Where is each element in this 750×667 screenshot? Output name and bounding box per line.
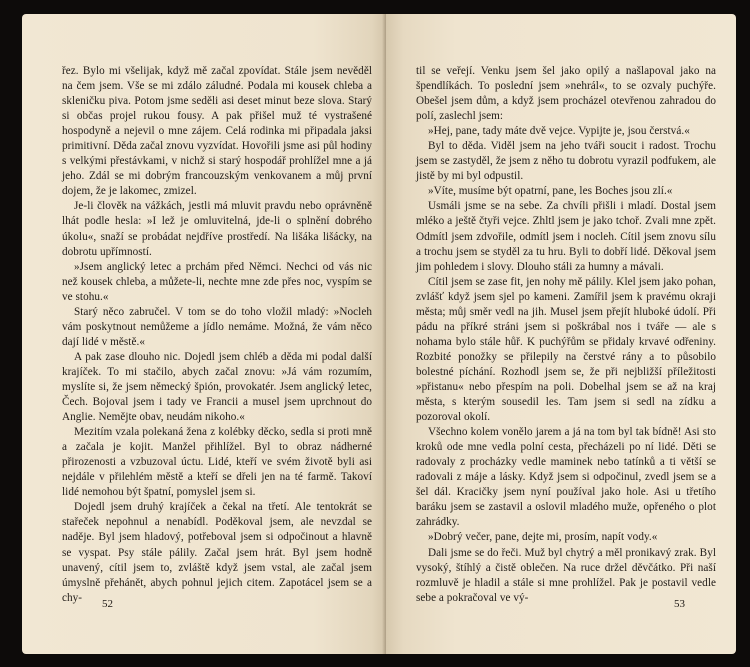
paragraph: Dali jsme se do řeči. Muž byl chytrý a měl pronikavý zrak. Byl vysoký, štíhlý a čistě oblečen. Na ruce držel děvčátko. Při naší rozmluvě je hladil a stále si mne prohlížel. Pak je postavil vedle sebe a pokračoval ve vý- xyxy=(416,546,716,604)
paragraph: Mezitím vzala polekaná žena z kolébky děcko, sedla si proti mně a začala je kojit. Manžel přihlížel. Byl to obraz nádherné přirozenosti a vzbuzoval úctu. Lidé, kteří ve svém životě byli asi nejdále v přilehlém městě a kteří se dřeli jen na té farmě. Takoví lidé nemohou být špatní, pomyslel jsem si. xyxy=(62,426,372,499)
paragraph: til se veřejí. Venku jsem šel jako opilý a našlapoval jako na špendlíkách. To poslední jsem »nehrál«, to se ozvaly puchýře. Obešel jsem dům, a když jsem procházel otevřenou zahradou do polí, zaslechl jsem: xyxy=(416,65,716,123)
paragraph: »Jsem anglický letec a prchám před Němci. Nechci od vás nic než kousek chleba, a můžete-li, nechte mne zde přes noc, vyspím se ve stohu.« xyxy=(62,260,372,303)
left-page-text xyxy=(62,64,372,606)
right-page xyxy=(386,14,736,654)
right-page-text xyxy=(416,64,716,606)
paragraph: Všechno kolem vonělo jarem a já na tom byl tak bídně! Asi sto kroků ode mne vedla polní cesta, přecházeli po ní lidé. Děti se radovaly z procházky vedle maminek nebo tatínků a ti větší se radovali z máje a lásky. Když jsem si odpočinul, zvedl jsem se a šel dál. Kracičky jsem nyní používal jako hole. Asi u třetího baráku jsem se zastavil a oslovil mladého muže, opřeného o plot zahrádky. xyxy=(416,426,716,529)
paragraph: »Hej, pane, tady máte dvě vejce. Vypijte je, jsou čerstvá.« xyxy=(428,125,690,138)
paragraph: Dojedl jsem druhý krajíček a čekal na třetí. Ale tentokrát se stařeček nepohnul a nenabídl. Poděkoval jsem, ale nevzdal se naděje. Byl jsem hladový, potřeboval jsem si odpočinout a hlavně se vyspat. Psy stále pálily. Začal jsem hrát. Byl jsem hodně unavený, cítil jsem to, zvláště když jsem vstal, ale začal jsem úmyslně přehánět, abych pohnul jejich citem. Zapotácel jsem se a chy- xyxy=(62,501,372,604)
paragraph: »Dobrý večer, pane, dejte mi, prosím, napít vody.« xyxy=(428,531,658,544)
paragraph: »Víte, musíme být opatrní, pane, les Boches jsou zlí.« xyxy=(428,185,673,198)
left-page xyxy=(22,14,386,654)
paragraph: Usmáli jsme se na sebe. Za chvíli přišli i mladí. Dostal jsem mléko a ještě čtyři vejce. Zhltl jsem je jako tchoř. Zvali mne zpět. Odmítl jsem zdvořile, odmítl jsem i nocleh. Cítil jsem znovu sílu a trochu jsem se styděl za tu hru. Byli to dobří lidé. Děkoval jsem jim pohledem i slovy. Dlouho stáli za humny a mávali. xyxy=(416,200,716,273)
paragraph: A pak zase dlouho nic. Dojedl jsem chléb a děda mi podal další krajíček. To mi stačilo, abych začal znovu: »Já vám rozumím, myslíte si, že jsem německý špión, provokatér. Jsem anglický letec, Čech. Bojoval jsem i tady ve Francii a musel jsem uprchnout do Anglie. Nemějte obav, neudám nikoho.« xyxy=(62,350,372,424)
page-number: 53 xyxy=(674,598,685,610)
page-number: 52 xyxy=(102,598,113,610)
paragraph: řez. Bylo mi všelijak, když mě začal zpovídat. Stále jsem nevěděl na čem jsem. Vše se mi zdálo záludné. Podala mi kousek chleba a skleničku piva. Potom jsme seděli asi deset minut beze slova. Starý si občas projel rukou fousy. A pak přišel muž té vystrašené hospodyně a nejevil o mne zájem. Celá rodinka mi připadala jaksi primitivní. Děda začal znovu vyzvídat. Hovořili jsme asi půl hodiny s velkými přestávkami, v nichž si starý hospodář prohlížel mne a já jeho. Zdál se mi dobrým francouzským venkovanem a můj první dojem, že je lakomec, zmizel. xyxy=(62,65,372,198)
paragraph: Byl to děda. Viděl jsem na jeho tváři soucit i radost. Trochu jsem se zastyděl, že jsem z něho tu dobrotu vyrazil podfukem, ale jistě by mi byl odpustil. xyxy=(416,140,716,183)
paragraph: Starý něco zabručel. V tom se do toho vložil mladý: »Nocleh vám poskytnout nemůžeme a jídlo nemáme. Možná, že vám něco dají lidé v městě.« xyxy=(62,305,372,348)
paragraph: Cítil jsem se zase fit, jen nohy mě pálily. Klel jsem jako pohan, zvlášť když jsem sjel po kameni. Zamířil jsem k pravému okraji města; můj směr vedl na jih. Musel jsem přejít hluboké údolí. Při pádu na příkré stráni jsem si poškrábal nos i tváře — ale s nohama bylo stále hůř. K puchýřům se přidaly krvavé odřeniny. Rozbité ponožky se přilepily na čerstvé rány a to působilo bolestné píchání. Rozhodl jsem se, že při nejbližší příležitosti »přistanu« nebo přespím na poli. Dobelhal jsem se až na kraj města, s kterým sousedil les. Tam jsem si sedl na zídku a pozoroval okolí. xyxy=(416,275,716,424)
paragraph: Je-li člověk na vážkách, jestli má mluvit pravdu nebo oprávněně lhát podle hesla: »I lež je omluvitelná, jde-li o splnění dobrého úkolu«, snaží se probádat nejdříve prostředí. Na lišáka lišácky, na dobrotu upřímností. xyxy=(62,200,372,258)
